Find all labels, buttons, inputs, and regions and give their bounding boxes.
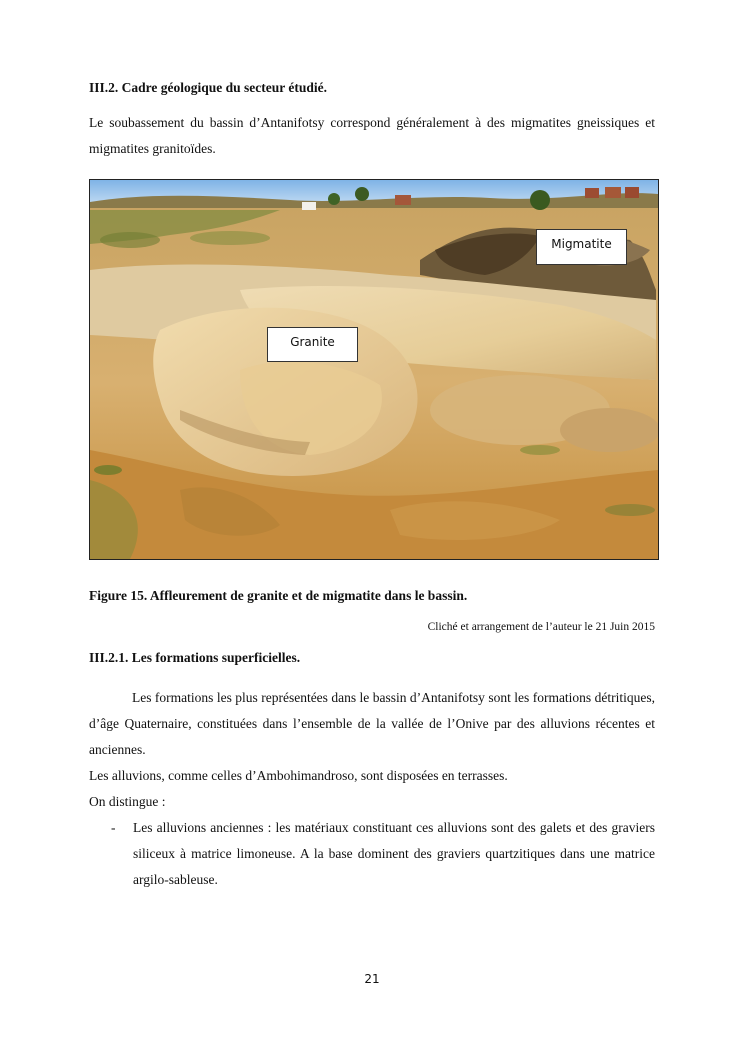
- photo-credit: Cliché et arrangement de l’auteur le 21 Juin 2015: [427, 621, 655, 633]
- paragraph-distinguish: On distingue :: [89, 794, 166, 809]
- section-heading: III.2. Cadre géologique du secteur étudié.: [89, 80, 328, 95]
- body-text: [89, 685, 655, 893]
- list-item: [89, 815, 655, 893]
- outcrop-photo: [89, 179, 659, 560]
- paragraph-alluvions: Les alluvions, comme celles d’Ambohimandroso, sont disposées en terrasses.: [89, 768, 508, 783]
- page-number: 21: [364, 972, 380, 986]
- list-item-text: Les alluvions anciennes : les matériaux constituant ces alluvions sont des galets et des graviers siliceux à matrice limoneuse. A la base dominent des graviers quartzitiques dans une matrice argilo-sableuse.: [133, 820, 655, 887]
- bullet-marker: -: [111, 820, 116, 835]
- subsection-heading: III.2.1. Les formations superficielles.: [89, 650, 301, 665]
- paragraph-formations: Les formations les plus représentées dans le bassin d’Antanifotsy sont les formations détritiques, d’âge Quaternaire, constituées dans l’ensemble de la vallée de l’Onive par des alluvions récentes et anciennes.: [89, 690, 655, 757]
- migmatite-label: Migmatite: [536, 229, 627, 265]
- figure-caption: Figure 15. Affleurement de granite et de migmatite dans le bassin.: [89, 588, 468, 603]
- intro-paragraph: Le soubassement du bassin d’Antanifotsy correspond généralement à des migmatites gneissiques et migmatites granitoïdes.: [89, 115, 655, 156]
- granite-label: Granite: [267, 327, 358, 362]
